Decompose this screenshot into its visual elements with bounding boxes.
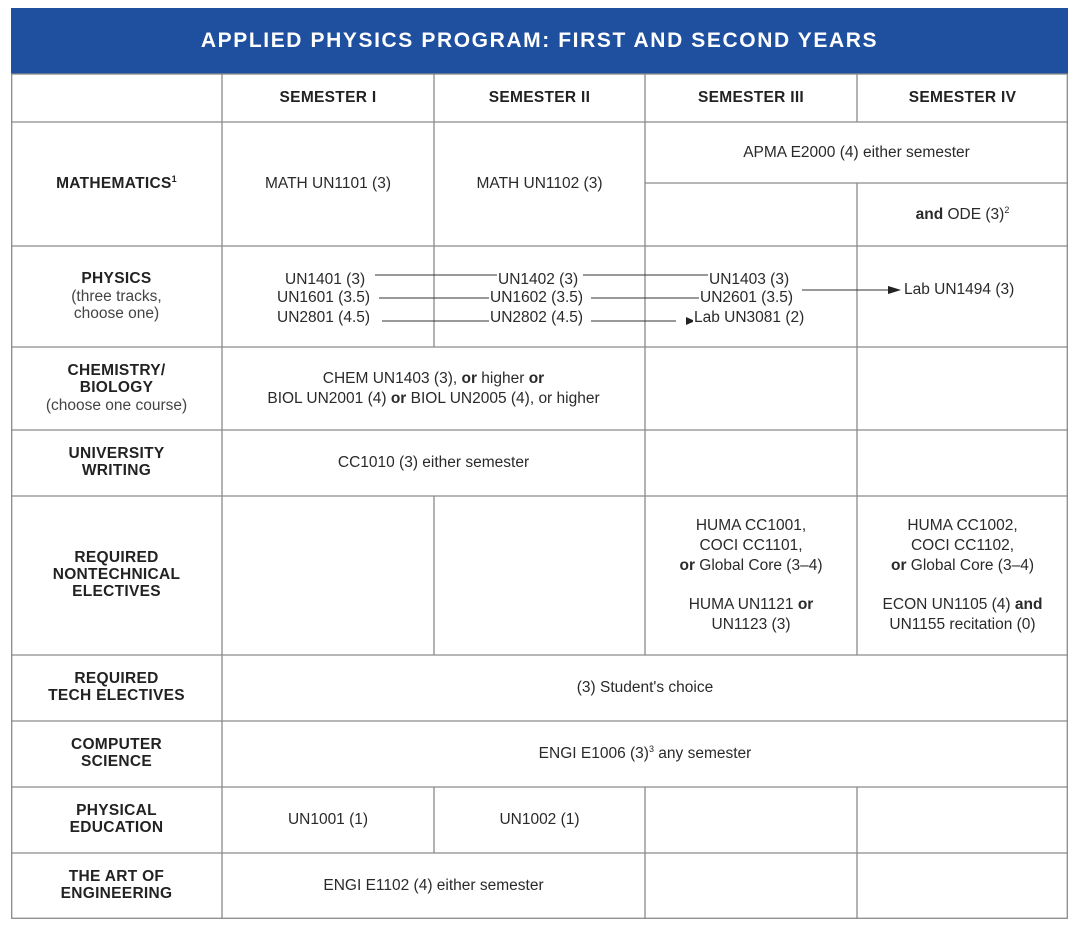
- row-label-university-writing: UNIVERSITY WRITING: [68, 445, 165, 479]
- tech-electives-choice: (3) Student's choice: [576, 679, 714, 697]
- row-label-physics: PHYSICS (three tracks, choose one): [71, 270, 162, 322]
- program-table: [11, 8, 1068, 919]
- physics-un1402: UN1402 (3): [498, 271, 579, 288]
- header-semester-2: SEMESTER II: [488, 89, 591, 107]
- row-label-nontechnical-electives: REQUIRED NONTECHNICAL ELECTIVES: [52, 549, 181, 600]
- row-label-chemistry-biology: CHEMISTRY/ BIOLOGY (choose one course): [45, 362, 188, 414]
- footnote-2: 2: [1004, 204, 1010, 215]
- pe-sem2: UN1002 (1): [499, 811, 580, 829]
- physics-un1401: UN1401 (3): [285, 271, 366, 288]
- chemistry-biology-options: CHEM UN1403 (3), or higher or BIOL UN2001 (4) or BIOL UN2005 (4), or higher: [267, 369, 600, 407]
- nontech-sem4: HUMA CC1002, COCI CC1102, or Global Core (3–4) ECON UN1105 (4) and UN1155 recitation (0): [882, 517, 1043, 633]
- cs-engi-e1006: ENGI E1006 $(3)^3$ any semester: [538, 743, 752, 763]
- header-semester-1: SEMESTER I: [279, 89, 377, 107]
- physics-un2801: UN2801 (4.5): [277, 309, 371, 326]
- row-label-physical-education: PHYSICAL EDUCATION: [69, 802, 164, 836]
- footnote-3: 3: [648, 743, 654, 754]
- physics-un2802: UN2802 (4.5): [490, 309, 584, 326]
- math-apma: APMA E2000 (4) either semester: [743, 143, 970, 161]
- row-label-art-of-engineering: THE ART OF ENGINEERING: [60, 868, 173, 902]
- pe-sem1: UN1001 (1): [287, 811, 369, 829]
- physics-un1601: UN1601 (3.5): [277, 289, 371, 306]
- row-label-tech-electives: REQUIRED TECH ELECTIVES: [48, 670, 185, 704]
- math-ode: and ODE $(3)^2$: [915, 204, 1010, 223]
- physics-track-lines: [375, 275, 889, 321]
- row-label-mathematics: MATHEMATICS$^1$: [56, 173, 177, 192]
- writing-cc1010: CC1010 (3) either semester: [337, 454, 530, 472]
- physics-lab-un1494: Lab UN1494 (3): [904, 281, 1015, 298]
- table-title: APPLIED PHYSICS PROGRAM: FIRST AND SECOND YEARS: [11, 8, 1068, 74]
- physics-un1403: UN1403 (3): [709, 271, 790, 288]
- arrow-to-lab-1494: [888, 286, 901, 294]
- physics-un1602: UN1602 (3.5): [490, 289, 584, 306]
- art-engi-e1102: ENGI E1102 (4) either semester: [323, 877, 544, 895]
- math-sem1: MATH UN1101 (3): [264, 175, 392, 193]
- nontech-sem3: HUMA CC1001, COCI CC1101, or Global Core (3–4) HUMA UN1121 or UN1123 (3): [679, 517, 823, 633]
- physics-lab-un3081: Lab UN3081 (2): [694, 309, 805, 326]
- math-sem2: MATH UN1102 (3): [476, 175, 603, 193]
- header-semester-3: SEMESTER III: [697, 89, 805, 107]
- footnote-1: 1: [171, 173, 177, 184]
- row-label-computer-science: COMPUTER SCIENCE: [70, 736, 163, 770]
- header-semester-4: SEMESTER IV: [908, 89, 1017, 107]
- physics-un2601: UN2601 (3.5): [700, 289, 794, 306]
